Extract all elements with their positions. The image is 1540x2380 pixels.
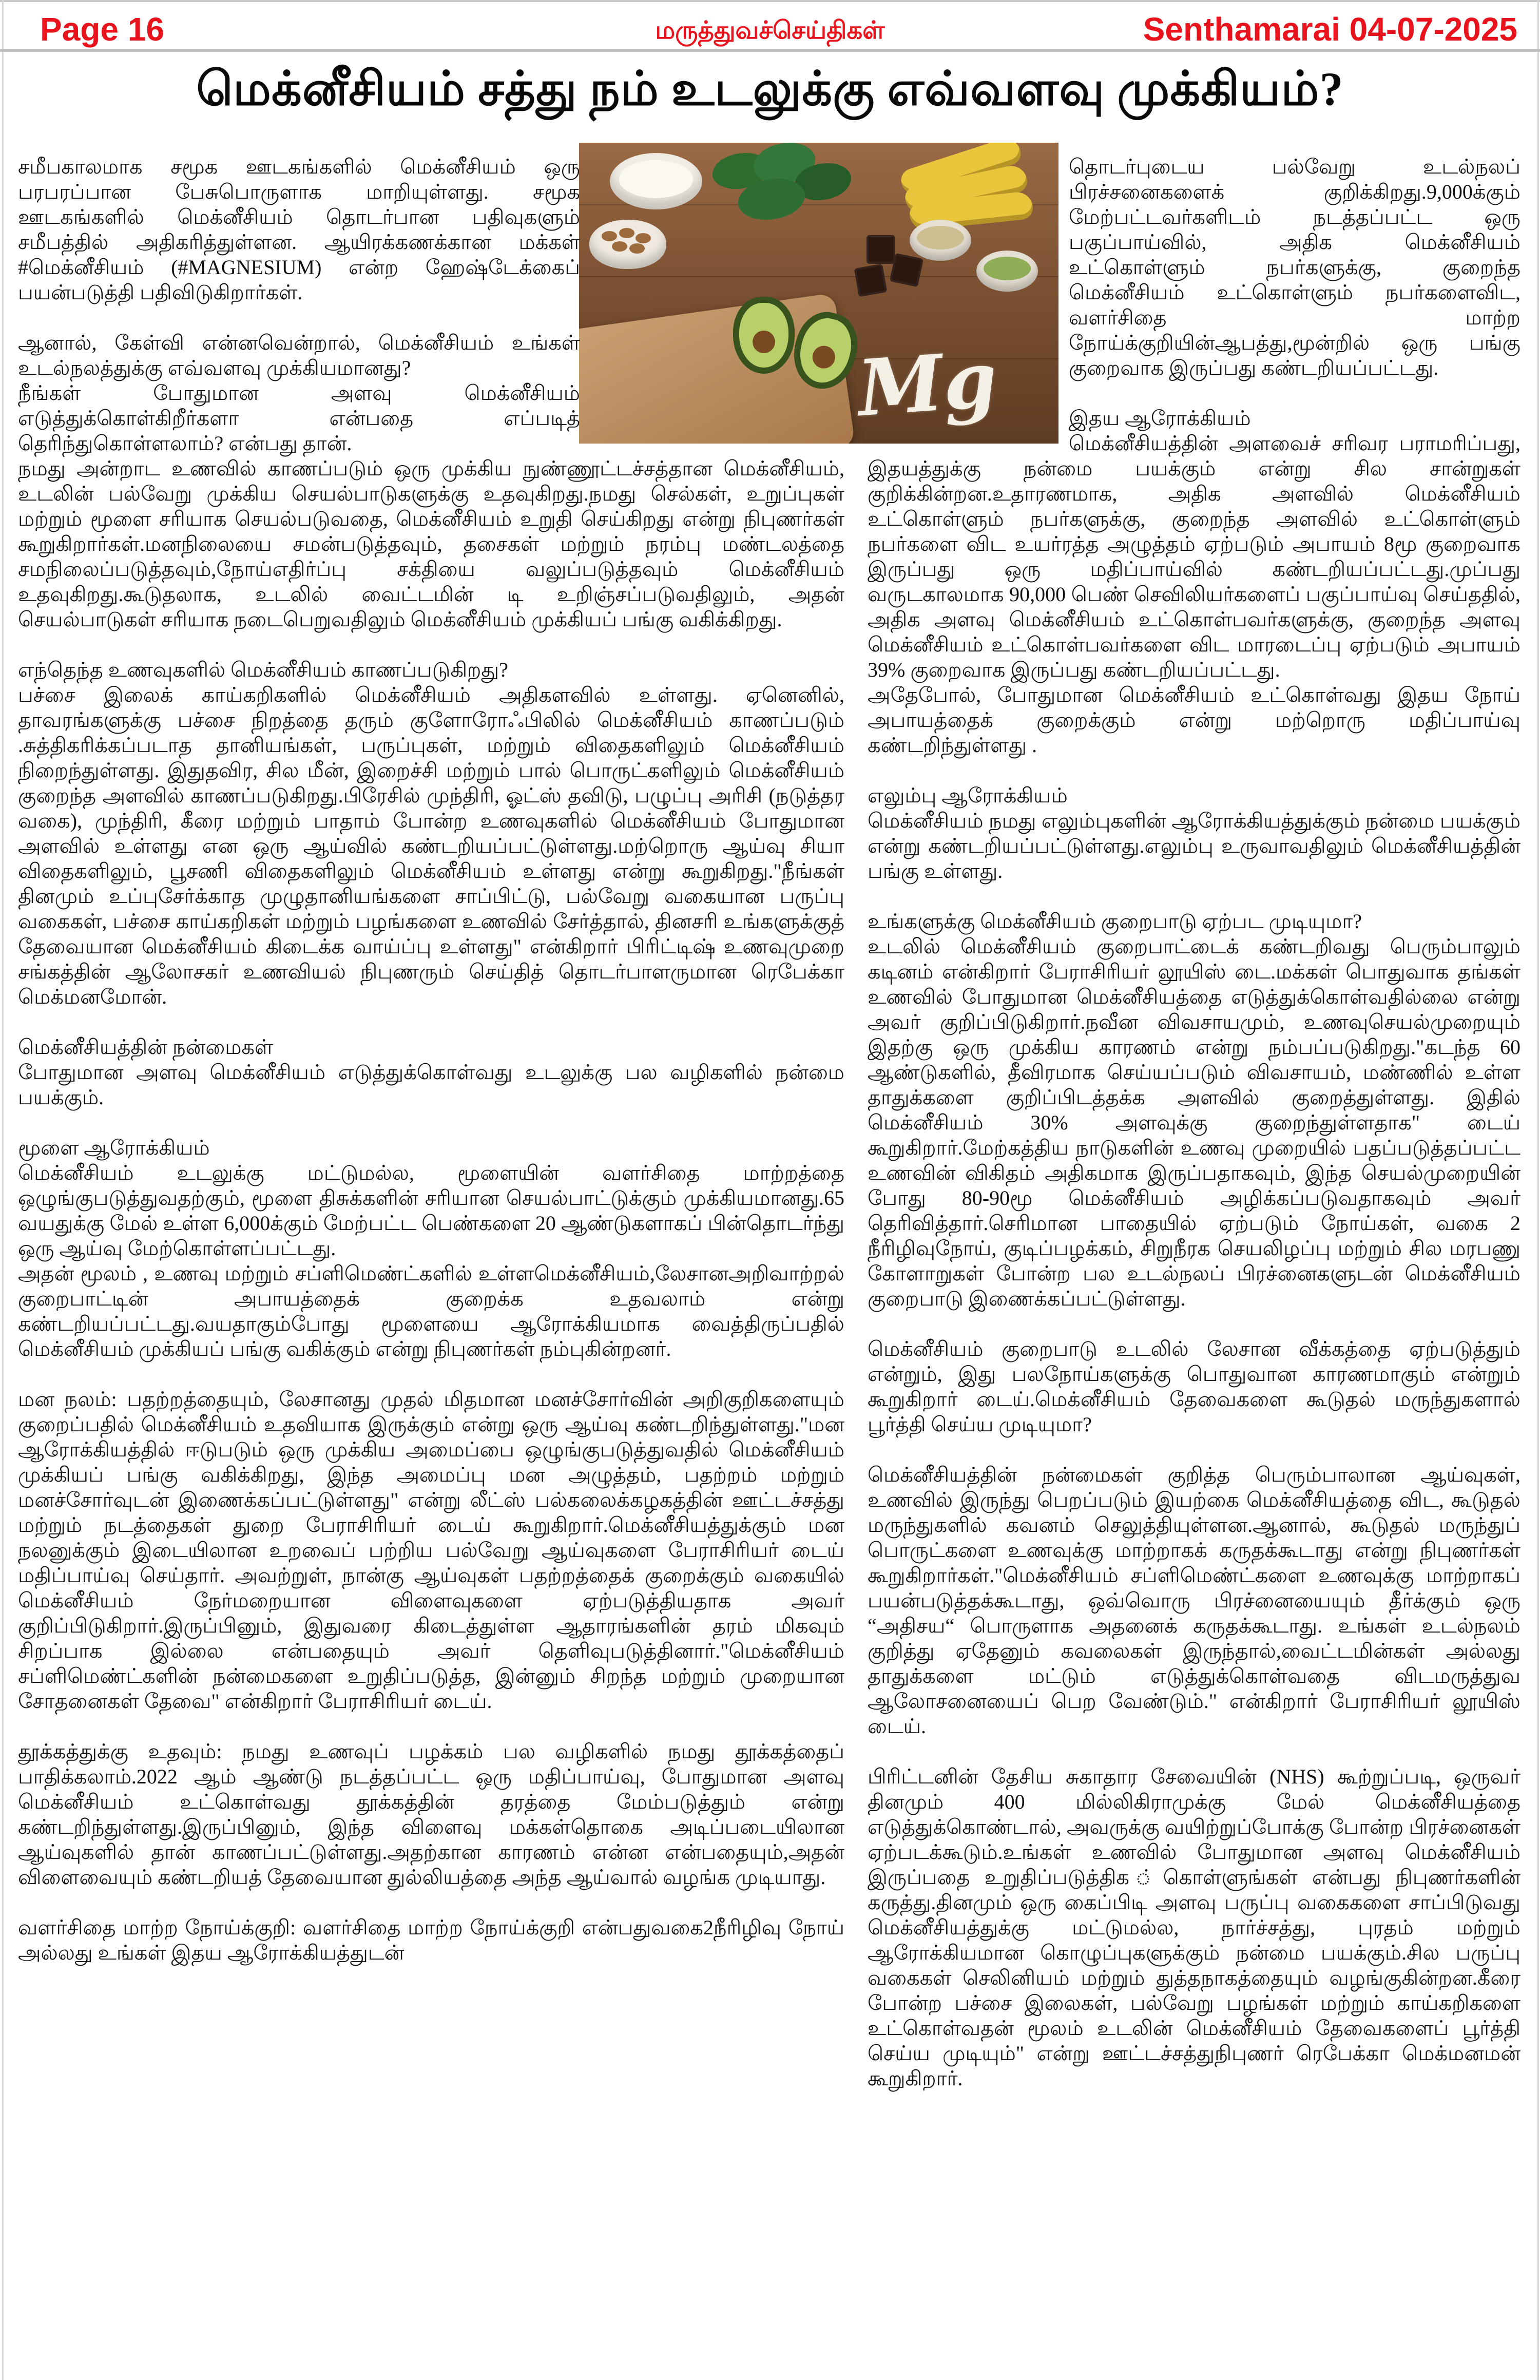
section-heading: மெக்னீசியத்தின் நன்மைகள் <box>18 1035 274 1059</box>
article-paragraph: தொடர்புடைய பல்வேறு உடல்நலப் பிரச்சனைகளைக் குறிக்கிறது.9,000க்கும் மேற்பட்டவர்களிடம் நடத்தப்பட்ட ஒரு பகுப்பாய்வில், அதிக மெக்னீசியம் உட்கொள்ளும் நபர்களுக்கு, குறைந்த மெக்னீசியம் உட்கொள்ளும் நபர்களைவிட, வளர்சிதை மாற்ற நோய்க்குறியின்ஆபத்து,மூன்றில் ஒரு பங்கு குறைவாக இருப்பது கண்டறியப்பட்டது. <box>1069 155 1520 379</box>
section-heading: உங்களுக்கு மெக்னீசியம் குறைபாடு ஏற்பட முடியுமா? <box>868 910 1362 933</box>
page-header <box>0 7 1540 47</box>
photo-wrap-spacer <box>580 154 844 451</box>
article-paragraph: தூக்கத்துக்கு உதவும்: நமது உணவுப் பழக்கம் பல வழிகளில் நமது தூக்கத்தைப் பாதிக்கலாம்.2022 ஆம் ஆண்டு நடத்தப்பட்ட ஒரு மதிப்பாய்வு, போதுமான அளவு மெக்னீசியம் உட்கொள்வது தூக்கத்தின் தரத்தை மேம்படுத்தும் என்று கண்டறிந்துள்ளது.இருப்பினும், இந்த விளைவு மக்கள்தொகை அடிப்படையிலான ஆய்வுகளில் தான் காணப்பட்டுள்ளது.அதற்கான காரணம் என்ன என்பதையும்,அதன் விளைவையும் கண்டறியத் தேவையான துல்லியத்தை அந்த ஆய்வால் வழங்க முடியாது. <box>18 1740 844 1889</box>
mg-chalk-text: Mg <box>855 334 1000 434</box>
header-divider <box>0 49 1540 52</box>
article-paragraph: மெக்னீசியம் உடலுக்கு மட்டுமல்ல, மூளையின் வளர்சிதை மாற்றத்தை ஒழுங்குபடுத்துவதற்கும், மூளை திசுக்களின் சரியான செயல்பாட்டுக்கும் முக்கியமானது.65 வயதுக்கு மேல் உள்ள 6,000க்கும் மேற்பட்ட பெண்களை 20 ஆண்டுகளாகப் பின்தொடர்ந்து ஒரு ஆய்வு மேற்கொள்ளப்பட்டது. <box>18 1161 844 1260</box>
page-edge-top <box>0 0 1540 2</box>
page-number: Page 16 <box>40 11 164 48</box>
article-column-right <box>868 154 1520 2380</box>
section-title: மருத்துவச்செய்திகள் <box>655 17 885 44</box>
article-paragraph: மெக்னீசியத்தின் நன்மைகள் குறித்த பெரும்பாலான ஆய்வுகள், உணவில் இருந்து பெறப்படும் இயற்கை மெக்னீசியத்தை விட, கூடுதல் மருந்துகளில் கவனம் செலுத்தியுள்ளன.ஆனால், கூடுதல் மருந்துப் பொருட்களை உணவுக்கு மாற்றாகக் கருதக்கூடாது என்று நிபுணர்கள் கூறுகிறார்கள்."மெக்னீசியம் சப்ளிமெண்ட்களை உணவுக்கு மாற்றாகப் பயன்படுத்தக்கூடாது, ஒவ்வொரு பிரச்னையையும் தீர்க்கும் ஒரு “அதிசய“ பொருளாக அதனைக் கருதக்கூடாது. உங்கள் உடல்நலம் குறித்து ஏதேனும் கவலைகள் இருந்தால்,வைட்டமின்கள் அல்லது தாதுக்களை மட்டும் எடுத்துக்கொள்வதை விடமருத்துவ ஆலோசனையைப் பெற வேண்டும்." என்கிறார் பேராசிரியர் லூயிஸ் டைய். <box>868 1463 1520 1738</box>
article-paragraph: சமீபகாலமாக சமூக ஊடகங்களில் மெக்னீசியம் ஒரு பரபரப்பான பேசுபொருளாக மாறியுள்ளது. சமூக ஊடகங்களில் மெக்னீசியம் தொடர்பான பதிவுகளும் சமீபத்தில் அதிகரித்துள்ளன. ஆயிரக்கணக்கான மக்கள் #மெக்னீசியம் (#MAGNESIUM) என்ற ஹேஷ்டேக்கைப் பயன்படுத்தி பதிவிடுகிறார்கள். <box>18 155 580 304</box>
photo-wrap-spacer <box>868 154 1069 451</box>
article-paragraph: போதுமான அளவு மெக்னீசியம் எடுத்துக்கொள்வது உடலுக்கு பல வழிகளில் நன்மை பயக்கும். <box>18 1061 844 1109</box>
article-paragraph: நமது அன்றாட உணவில் காணப்படும் ஒரு முக்கிய நுண்ணூட்டச்சத்தான மெக்னீசியம், உடலின் பல்வேறு முக்கிய செயல்பாடுகளுக்கு உதவுகிறது.நமது செல்கள், உறுப்புகள் மற்றும் மூளை சரியாக செயல்படுவதை, மெக்னீசியம் உறுதி செய்கிறது என்று நிபுணர்கள் கூறுகிறார்கள்.மனநிலையை சமன்படுத்தவும், தசைகள் மற்றும் நரம்பு மண்டலத்தை சமநிலைப்படுத்தவும்,நோய்எதிர்ப்பு சக்தியை வலுப்படுத்தவும் மெக்னீசியம் உதவுகிறது.கூடுதலாக, உடலில் வைட்டமின் டி உறிஞ்சப்படுவதிலும், அதன் செயல்பாடுகள் சரியாக நடைபெறுவதிலும் மெக்னீசியம் முக்கியப் பங்கு வகிக்கிறது. <box>18 457 844 631</box>
section-heading: மூளை ஆரோக்கியம் <box>18 1136 210 1159</box>
article-paragraph: ஆனால், கேள்வி என்னவென்றால், மெக்னீசியம் உங்கள் உடல்நலத்துக்கு எவ்வளவு முக்கியமானது? <box>18 331 580 379</box>
section-heading: எந்தெந்த உணவுகளில் மெக்னீசியம் காணப்படுகிறது? <box>18 658 508 681</box>
article-paragraph: பிரிட்டனின் தேசிய சுகாதார சேவையின் (NHS) கூற்றுப்படி, ஒருவர் தினமும் 400 மில்லிகிராமுக்கு மேல் மெக்னீசியத்தை எடுத்துக்கொண்டால், அவருக்கு வயிற்றுப்போக்கு போன்ற பிரச்னைகள் ஏற்படக்கூடும்.உங்கள் உணவில் போதுமான அளவு மெக்னீசியம் இருப்பதை உறுதிப்படுத்திக ்கொள்ளுங்கள் என்பது நிபுணர்களின் கருத்து.தினமும் ஒரு கைப்பிடி அளவு பருப்பு வகைகளை சாப்பிடுவது மெக்னீசியத்துக்கு மட்டுமல்ல, நார்ச்சத்து, புரதம் மற்றும் ஆரோக்கியமான கொழுப்புகளுக்கும் நன்மை பயக்கும்.சில பருப்பு வகைகள் செலினியம் மற்றும் துத்தநாகத்தையும் வழங்குகின்றன.கீரை போன்ற பச்சை இலைகள், பல்வேறு பழங்கள் மற்றும் காய்கறிகளை உட்கொள்வதன் மூலம் உடலின் மெக்னீசியம் தேவைகளைப் பூர்த்தி செய்ய முடியும்" என்று ஊட்டச்சத்துநிபுணர் ரெபேக்கா மெக்மனமன் கூறுகிறார். <box>868 1765 1520 2090</box>
article-paragraph: வளர்சிதை மாற்ற நோய்க்குறி: வளர்சிதை மாற்ற நோய்க்குறி என்பதுவகை2நீரிழிவு நோய் அல்லது உங்கள் இதய ஆரோக்கியத்துடன் <box>18 1916 844 1964</box>
article-paragraph: மெக்னீசியம் குறைபாடு உடலில் லேசான வீக்கத்தை ஏற்படுத்தும் என்றும், இது பலநோய்களுக்கு பொதுவான காரணமாகும் என்றும் கூறுகிறார் டைய்.மெக்னீசியம் தேவைகளை கூடுதல் மருந்துகளால் பூர்த்தி செய்ய முடியுமா? <box>868 1337 1520 1436</box>
article-paragraph: பச்சை இலைக் காய்கறிகளில் மெக்னீசியம் அதிகளவில் உள்ளது. ஏனெனில், தாவரங்களுக்கு பச்சை நிறத்தை தரும் குளோரோஃபிலில் மெக்னீசியம் காணப்படும் .சுத்திகரிக்கப்படாத தானியங்கள், பருப்புகள், மற்றும் விதைகளிலும் மெக்னீசியம் நிறைந்துள்ளது. இதுதவிர, சில மீன், இறைச்சி மற்றும் பால் பொருட்களிலும் மெக்னீசியம் குறைந்த அளவில் காணப்படுகிறது.பிரேசில் முந்திரி, ஓட்ஸ் தவிடு, பழுப்பு அரிசி (நடுத்தர வகை), முந்திரி, கீரை மற்றும் பாதாம் போன்ற உணவுகளில் மெக்னீசியம் போதுமான அளவில் உள்ளது என ஒரு ஆய்வில் கண்டறியப்பட்டுள்ளது.மற்றொரு ஆய்வு சியா விதைகளிலும், பூசணி விதைகளிலும் மெக்னீசியம் உள்ளது என்று கூறுகிறது."நீங்கள் தினமும் உப்புசேர்க்காத முழுதானியங்களை சாப்பிட்டு, பல்வேறு வகையான பருப்பு வகைகள், பச்சை காய்கறிகள் மற்றும் பழங்களை உணவில் சேர்த்தால், தினசரி உங்களுக்குத் தேவையான மெக்னீசியம் கிடைக்க வாய்ப்பு உள்ளது" என்கிறார் பிரிட்டிஷ் உணவுமுறை சங்கத்தின் ஆலோசகர் உணவியல் நிபுணரும் செய்தித் தொடர்பாளருமான ரெபேக்கா மெக்மனமோன். <box>18 683 844 1008</box>
page-edge-right <box>1537 0 1539 2380</box>
article-paragraph: அதேபோல், போதுமான மெக்னீசியம் உட்கொள்வது இதய நோய் அபாயத்தைக் குறைக்கும் என்று மற்றொரு மதிப்பாய்வு கண்டறிந்துள்ளது . <box>868 683 1520 757</box>
article-paragraph: மன நலம்: பதற்றத்தையும், லேசானது முதல் மிதமான மனச்சோர்வின் அறிகுறிகளையும் குறைப்பதில் மெக்னீசியம் உதவியாக இருக்கும் என்று ஒரு ஆய்வு கண்டறிந்துள்ளது."மன ஆரோக்கியத்தில் ஈடுபடும் ஒரு முக்கிய அமைப்பை ஒழுங்குபடுத்துவதில் மெக்னீசியம் முக்கியப் பங்கு வகிக்கிறது, இந்த அமைப்பு மன அழுத்தம், பதற்றம் மற்றும் மனச்சோர்வுடன் இணைக்கப்பட்டுள்ளது" என்று லீட்ஸ் பல்கலைக்கழகத்தின் ஊட்டச்சத்து மற்றும் நடத்தைகள் துறை பேராசிரியர் டைய் கூறுகிறார்.மெக்னீசியத்துக்கும் மன நலனுக்கும் இடையிலான உறவைப் பற்றிய பல்வேறு ஆய்வுகளை பேராசிரியர் டைய் மதிப்பாய்வு செய்தார். அவற்றுள், நான்கு ஆய்வுகள் பதற்றத்தைக் குறைக்கும் வகையில் மெக்னீசியம் நேர்மறையான விளைவுகளை ஏற்படுத்தியதாக அவர் குறிப்பிடுகிறார்.இருப்பினும், இதுவரை கிடைத்துள்ள ஆதாரங்களின் தரம் மிகவும் சிறப்பாக இல்லை என்பதையும் அவர் தெளிவுபடுத்தினார்."மெக்னீசியம் சப்ளிமெண்ட்களின் நன்மைகளை உறுதிப்படுத்த, இன்னும் சிறந்த மற்றும் முறையான சோதனைகள் தேவை" என்கிறார் பேராசிரியர் டைய். <box>18 1388 844 1713</box>
page-edge-left <box>2 0 4 2380</box>
section-heading: எலும்பு ஆரோக்கியம் <box>868 784 1068 807</box>
article-headline: மெக்னீசியம் சத்து நம் உடலுக்கு எவ்வளவு முக்கியம்? <box>196 63 1344 115</box>
masthead-date: Senthamarai 04-07-2025 <box>1143 11 1517 48</box>
article-paragraph: அதன் மூலம் , உணவு மற்றும் சப்ளிமெண்ட்களில் உள்ளமெக்னீசியம்,லேசானஅறிவாற்றல் குறைபாட்டின் அபாயத்தைக் குறைக்க உதவலாம் என்று கண்டறியப்பட்டது.வயதாகும்போது மூளையை ஆரோக்கியமாக வைத்திருப்பதில் மெக்னீசியம் முக்கியப் பங்கு வகிக்கும் என்று நிபுணர்கள் நம்புகின்றனர். <box>18 1262 844 1360</box>
section-heading: இதய ஆரோக்கியம் <box>1069 407 1251 430</box>
article-paragraph: நீங்கள் போதுமான அளவு மெக்னீசியம் எடுத்துக்கொள்கிறீர்களா என்பதை எப்படித் தெரிந்துகொள்ளலாம்? என்பது தான். <box>18 381 580 455</box>
article-paragraph: மெக்னீசியத்தின் அளவைச் சரிவர பராமரிப்பது, இதயத்துக்கு நன்மை பயக்கும் என்று சில சான்றுகள் குறிக்கின்றன.உதாரணமாக, அதிக அளவில் மெக்னீசியம் உட்கொள்ளும் நபர்களுக்கு, குறைந்த அளவில் உட்கொள்ளும் நபர்களை விட உயர்ரத்த அழுத்தம் ஏற்படும் அபாயம் 8மூ குறைவாக இருப்பது ஒரு மதிப்பாய்வில் கண்டறியப்பட்டது.முப்பது வருடகாலமாக 90,000 பெண் செவிலியர்களைப் பகுப்பாய்வு செய்ததில், அதிக அளவு மெக்னீசியம் உட்கொள்பவர்களுக்கு, குறைந்த அளவு மெக்னீசியம் உட்கொள்பவர்களை விட மாரடைப்பு ஏற்படும் அபாயம் 39% குறைவாக இருப்பது கண்டறியப்பட்டது. <box>868 432 1520 681</box>
article-column-left <box>18 154 844 2380</box>
article-paragraph: உடலில் மெக்னீசியம் குறைபாட்டைக் கண்டறிவது பெரும்பாலும் கடினம் என்கிறார் பேராசிரியர் லூயிஸ் டை.மக்கள் பொதுவாக தங்கள் உணவில் போதுமான மெக்னீசியத்தை எடுத்துக்கொள்வதில்லை என்று அவர் குறிப்பிடுகிறார்.நவீன விவசாயமும், உணவுசெயல்முறையும் இதற்கு ஒரு முக்கிய காரணம் என்று நம்பப்படுகிறது."கடந்த 60 ஆண்டுகளில், தீவிரமாக செய்யப்படும் விவசாயம், மண்ணில் உள்ள தாதுக்களை குறிப்பிடத்தக்க அளவில் குறைத்துள்ளது. இதில் மெக்னீசியம் 30% அளவுக்கு குறைந்துள்ளதாக" டைய் கூறுகிறார்.மேற்கத்திய நாடுகளின் உணவு முறையில் பதப்படுத்தப்பட்ட உணவின் விகிதம் அதிகமாக இருப்பதாகவும், இந்த செயல்முறையின் போது 80-90மூ மெக்னீசியம் அழிக்கப்படுவதாகவும் அவர் தெரிவித்தார்.செரிமான பாதையில் ஏற்படும் நோய்கள், வகை 2 நீரிழிவுநோய், குடிப்பழக்கம், சிறுநீரக செயலிழப்பு மற்றும் சில மரபணு கோளாறுகள் போன்ற பல உடல்நலப் பிரச்னைகளுடன் மெக்னீசியம் குறைபாடு இணைக்கப்பட்டுள்ளது. <box>868 935 1520 1310</box>
article-paragraph: மெக்னீசியம் நமது எலும்புகளின் ஆரோக்கியத்துக்கும் நன்மை பயக்கும் என்று கண்டறியப்பட்டுள்ளது.எலும்பு உருவாவதிலும் மெக்னீசியத்தின் பங்கு உள்ளது. <box>868 809 1520 882</box>
